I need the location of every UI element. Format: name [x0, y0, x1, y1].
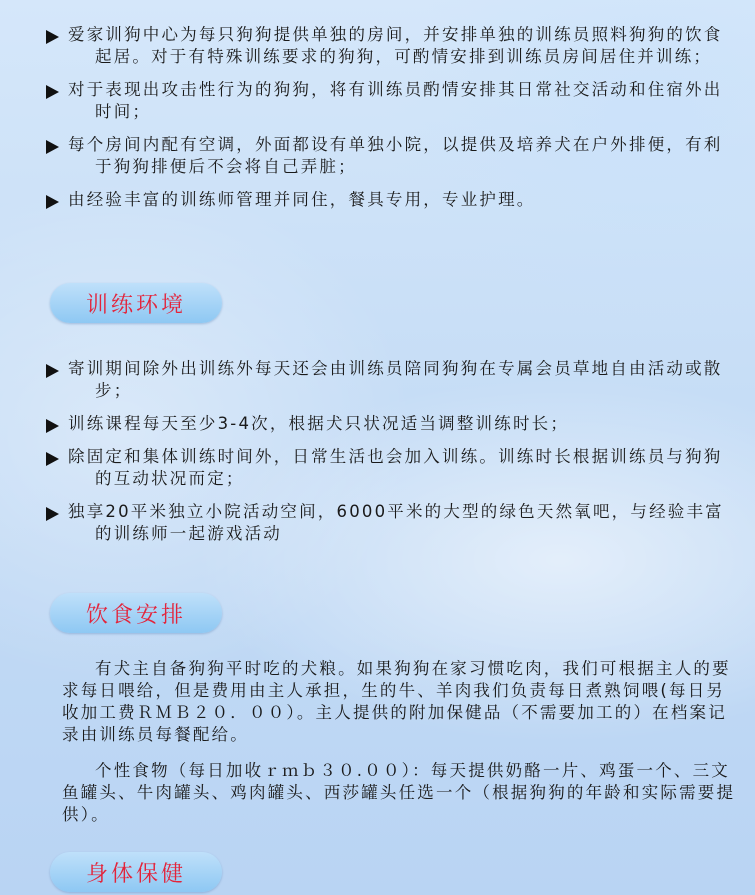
list-item	[0, 189, 755, 211]
right-triangle-arrow-icon	[46, 195, 59, 209]
right-triangle-arrow-icon	[46, 452, 59, 466]
training-bullet-list	[0, 358, 755, 545]
list-item	[0, 413, 755, 435]
list-item	[0, 358, 755, 402]
bullet-text: 由经验丰富的训练师管理并同住，餐具专用，专业护理。	[68, 190, 536, 209]
right-triangle-arrow-icon	[46, 419, 59, 433]
section-heading-health-care: 身体保健	[50, 852, 222, 892]
right-triangle-arrow-icon	[46, 30, 59, 44]
list-item	[0, 501, 755, 545]
care-bullet-list	[0, 24, 755, 211]
list-item	[0, 446, 755, 490]
right-triangle-arrow-icon	[46, 507, 59, 521]
right-triangle-arrow-icon	[46, 85, 59, 99]
list-item	[0, 24, 755, 68]
bullet-text: 每个房间内配有空调，外面都设有单独小院，以提供及培养犬在户外排便，有利于狗狗排便后不会将自己弄脏；	[68, 135, 723, 176]
bullet-text: 爱家训狗中心为每只狗狗提供单独的房间，并安排单独的训练员照料狗狗的饮食起居。对于有特殊训练要求的狗狗，可酌情安排到训练员房间居住并训练；	[68, 25, 723, 66]
section-heading-training-environment: 训练环境	[50, 283, 222, 323]
bullet-text: 对于表现出攻击性行为的狗狗，将有训练员酌情安排其日常社交活动和住宿外出时间；	[68, 80, 723, 121]
diet-paragraph-1: 有犬主自备狗狗平时吃的犬粮。如果狗狗在家习惯吃肉，我们可根据主人的要求每日喂给，但是费用由主人承担，生的牛、羊肉我们负责每日煮熟饲喂(每日另收加工费ＲＭＢ２０．００）。主人提供的附加保健品（不需要加工的）在档案记录由训练员每餐配给。	[62, 659, 731, 744]
right-triangle-arrow-icon	[46, 364, 59, 378]
diet-paragraph-2: 个性食物（每日加收ｒｍｂ３０.００）：每天提供奶酪一片、鸡蛋一个、三文鱼罐头、牛肉罐头、鸡肉罐头、西莎罐头任选一个（根据狗狗的年龄和实际需要提供）。	[62, 761, 736, 824]
bullet-text: 独享20平米独立小院活动空间，6000平米的大型的绿色天然氧吧，与经验丰富的训练师一起游戏活动	[68, 502, 724, 543]
list-item	[0, 134, 755, 178]
bullet-text: 除固定和集体训练时间外，日常生活也会加入训练。训练时长根据训练员与狗狗的互动状况而定；	[68, 447, 723, 488]
bullet-text: 训练课程每天至少3-4次，根据犬只状况适当调整训练时长；	[68, 414, 570, 433]
bullet-text: 寄训期间除外出训练外每天还会由训练员陪同狗狗在专属会员草地自由活动或散步；	[68, 359, 723, 400]
section-heading-diet-arrangement: 饮食安排	[50, 593, 222, 633]
right-triangle-arrow-icon	[46, 140, 59, 154]
list-item	[0, 79, 755, 123]
